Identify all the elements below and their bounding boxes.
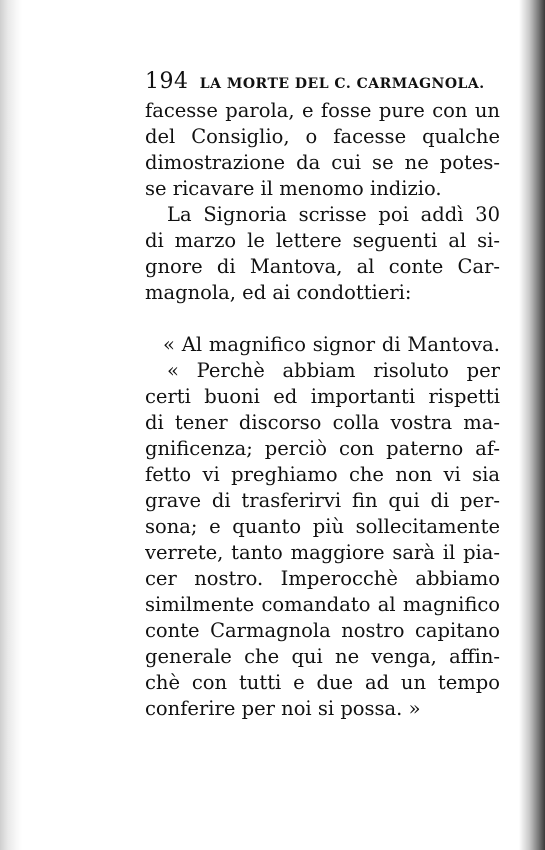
text-line: sona; e quanto più sollecitamente [145,515,500,538]
text-line: magnola, ed ai condottieri: [145,281,412,304]
text-line: verrete, tanto maggiore sarà il pia- [145,541,500,564]
text-line: La Signoria scrisse poi addì 30 [167,203,500,226]
paragraph-2 [145,202,500,306]
text-line: di marzo le lettere seguenti al si- [145,229,500,252]
page-edge-left [0,0,22,850]
paragraph-gap [145,306,500,332]
text-line: facesse parola, e fosse pure con un [145,99,500,122]
text-block [145,66,500,722]
text-line: conte Carmagnola nostro capitano [145,619,500,642]
running-title: LA MORTE DEL C. CARMAGNOLA. [199,76,485,92]
text-line: dimostrazione da cui se ne potes- [145,151,500,174]
running-head [145,66,500,98]
letter-address: « Al magnifico signor di Mantova. [163,333,500,356]
page-number: 194 [145,69,189,94]
text-line: « Perchè abbiam risoluto per [167,359,500,382]
paragraph-1 [145,98,500,202]
text-line: di tener discorso colla vostra ma- [145,411,500,434]
text-line: conferire per noi si possa. » [145,697,421,720]
text-line: del Consiglio, o facesse qualche [145,125,500,148]
text-line: grave di trasferirvi fin qui di per- [145,489,500,512]
text-line: similmente comandato al magnifico [145,593,500,616]
text-line: certi buoni ed importanti rispetti [145,385,500,408]
page-edge-right [519,0,545,850]
letter-body [145,358,500,722]
text-line: generale che qui ne venga, affin- [145,645,500,668]
text-line: gnore di Mantova, al conte Car- [145,255,500,278]
text-line: gnificenza; perciò con paterno af- [145,437,500,460]
text-line: se ricavare il menomo indizio. [145,177,442,200]
text-line: fetto vi preghiamo che non vi sia [145,463,500,486]
text-line: chè con tutti e due ad un tempo [145,671,500,694]
text-line: cer nostro. Imperocchè abbiamo [145,567,500,590]
